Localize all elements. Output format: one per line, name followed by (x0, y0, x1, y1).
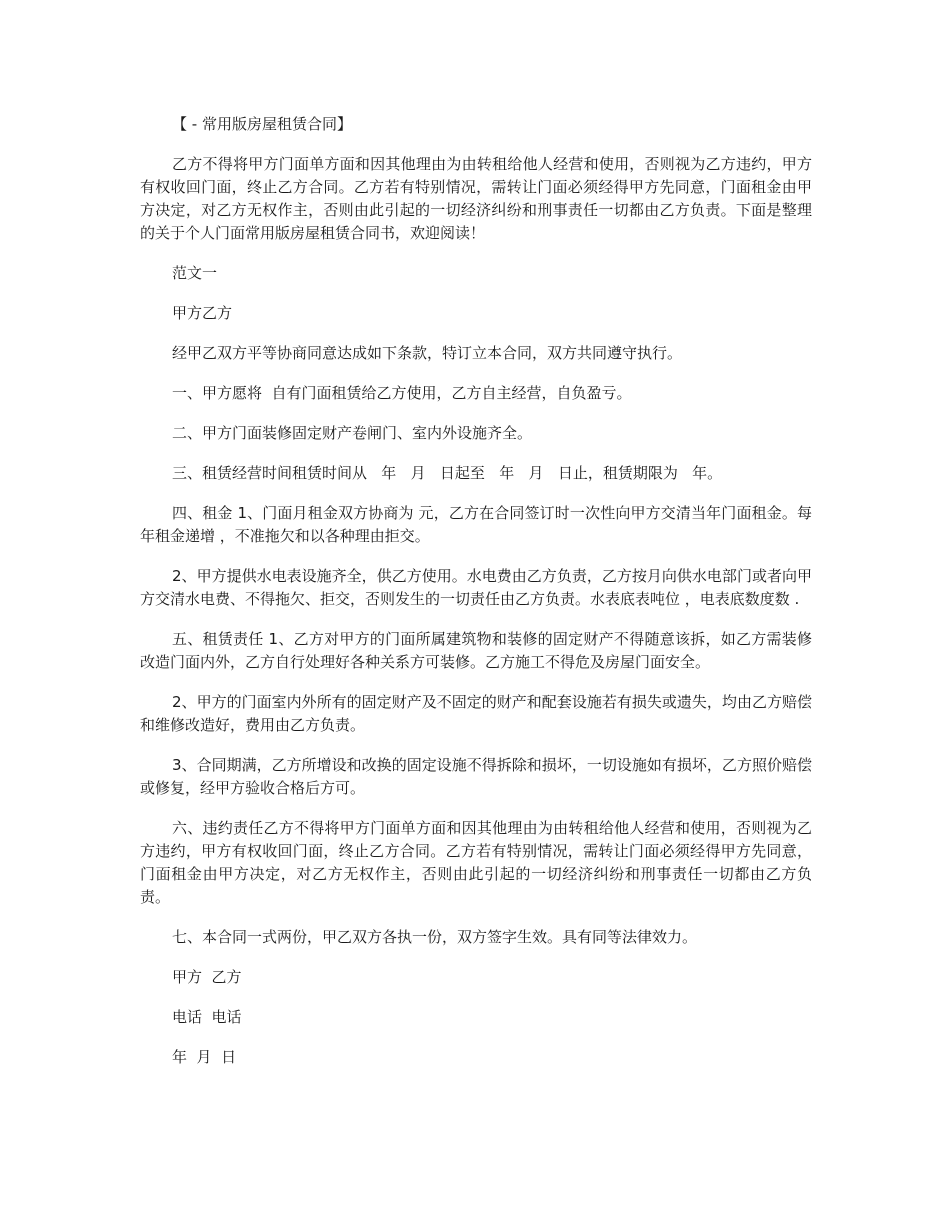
intro-paragraph: 乙方不得将甲方门面单方面和因其他理由为由转租给他人经营和使用，否则视为乙方违约，甲方有权收回门面，终止乙方合同。乙方若有特别情况，需转让门面必须经得甲方先同意，门面租金由甲方决定，对乙方无权作主，否则由此引起的一切经济纠纷和刑事责任一切都由乙方负责。下面是整理的关于个人门面常用版房屋租赁合同书，欢迎阅读！ (140, 155, 812, 242)
clause-4-2: 2、甲方提供水电表设施齐全，供乙方使用。水电费由乙方负责，乙方按月向供水电部门或者向甲方交清水电费、不得拖欠、拒交，否则发生的一切责任由乙方负责。水表底表吨位 ，电表底数度数 . (140, 567, 812, 608)
clause-2: 二、甲方门面装修固定财产卷闸门、室内外设施齐全。 (172, 424, 533, 442)
sample-heading: 范文一 (172, 264, 218, 282)
preamble-line: 经甲乙双方平等协商同意达成如下条款，特订立本合同，双方共同遵守执行。 (172, 344, 683, 362)
clause-1: 一、甲方愿将 自有门面租赁给乙方使用，乙方自主经营，自负盈亏。 (172, 384, 632, 402)
signature-phones: 电话 电话 (172, 1008, 242, 1026)
clause-5: 五、租赁责任 1、乙方对甲方的门面所属建筑物和装修的固定财产不得随意该拆，如乙方需装修改造门面内外，乙方自行处理好各种关系方可装修。乙方施工不得危及房屋门面安全。 (140, 630, 812, 671)
clause-3: 三、租赁经营时间租赁时间从 年 月 日起至 年 月 日止，租赁期限为 年。 (172, 464, 723, 482)
clause-4: 四、租金 1、门面月租金双方协商为 元，乙方在合同签订时一次性向甲方交清当年门面租金。每年租金递增 ，不准拖欠和以各种理由拒交。 (140, 504, 812, 545)
signature-date: 年 月 日 (172, 1048, 237, 1066)
clause-5-2: 2、甲方的门面室内外所有的固定财产及不固定的财产和配套设施若有损失或遗失，均由乙方赔偿和维修改造好，费用由乙方负责。 (140, 693, 812, 734)
document-page (140, 113, 812, 1086)
clause-6: 六、违约责任乙方不得将甲方门面单方面和因其他理由为由转租给他人经营和使用，否则视为乙方违约，甲方有权收回门面，终止乙方合同。乙方若有特别情况，需转让门面必须经得甲方先同意，门面租金由甲方决定，对乙方无权作主，否则由此引起的一切经济纠纷和刑事责任一切都由乙方负责。 (140, 819, 812, 906)
clause-7: 七、本合同一式两份，甲乙双方各执一份，双方签字生效。具有同等法律效力。 (172, 928, 698, 946)
parties-line: 甲方乙方 (172, 304, 233, 322)
signature-parties: 甲方 乙方 (172, 968, 242, 986)
clause-5-3: 3、合同期满，乙方所增设和改换的固定设施不得拆除和损坏，一切设施如有损坏，乙方照价赔偿或修复，经甲方验收合格后方可。 (140, 756, 812, 797)
document-title: 【 - 常用版房屋租赁合同】 (172, 115, 352, 133)
